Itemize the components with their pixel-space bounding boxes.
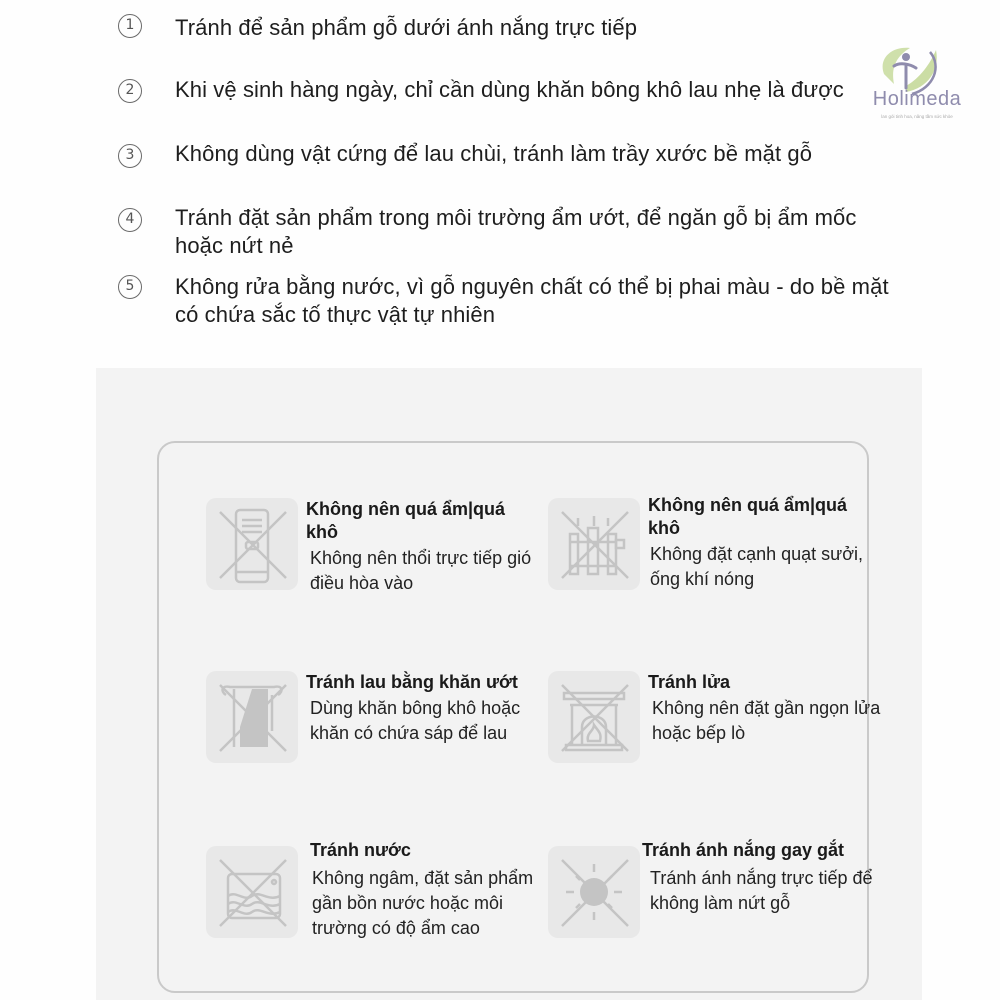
care-card-sun — [548, 840, 878, 956]
tip-text: Tránh đặt sản phẩm trong môi trường ẩm ướt, để ngăn gỗ bị ẩm mốc hoặc nứt nẻ — [175, 205, 857, 258]
card-description: Không nên đặt gần ngọn lửa hoặc bếp lò — [652, 698, 881, 743]
card-title: Không nên quá ẩm|quá khô — [648, 495, 848, 538]
logo-tagline: lan gỏi tinh hoa, nâng tầm sức khỏe — [881, 114, 953, 119]
card-description: Tránh ánh nắng trực tiếp để không làm nứt gỗ — [650, 868, 873, 913]
card-title: Tránh ánh nắng gay gắt — [642, 840, 845, 860]
tip-text: Khi vệ sinh hàng ngày, chỉ cần dùng khăn bông khô lau nhẹ là được — [175, 77, 844, 102]
tip-text: Không dùng vật cứng để lau chùi, tránh làm trầy xước bề mặt gỗ — [175, 141, 813, 166]
circled-number-2: 2 — [118, 79, 142, 103]
care-card-fireplace — [548, 671, 881, 781]
care-card-water — [206, 840, 536, 956]
fireplace-icon — [548, 671, 640, 763]
care-card-air-conditioner — [206, 498, 536, 608]
card-description: Không nên thổi trực tiếp gió điều hòa vào — [310, 548, 532, 593]
card-description: Dùng khăn bông khô hoặc khăn có chứa sáp để lau — [310, 698, 521, 743]
card-title: Không nên quá ẩm|quá khô — [306, 499, 506, 542]
card-description: Không ngâm, đặt sản phẩm gần bồn nước hoặc môi trường có độ ẩm cao — [312, 868, 534, 938]
tip-text: Tránh để sản phẩm gỗ dưới ánh nắng trực tiếp — [175, 15, 638, 40]
heater-icon — [548, 498, 640, 590]
circled-number-1: 1 — [118, 14, 142, 38]
care-card-heater — [548, 495, 878, 608]
card-title: Tránh lửa — [648, 672, 731, 692]
card-description: Không đặt cạnh quạt sưởi, ống khí nóng — [650, 544, 863, 589]
sun-icon — [548, 846, 640, 938]
circled-number-3: 3 — [118, 144, 142, 168]
logo-brand-text: Holimeda — [872, 88, 962, 110]
wet-towel-icon — [206, 671, 298, 763]
card-title: Tránh nước — [310, 840, 411, 860]
circled-number-4: 4 — [118, 208, 142, 232]
card-title: Tránh lau bằng khăn ướt — [306, 672, 518, 692]
holimeda-logo — [862, 44, 982, 134]
care-card-wet-towel — [206, 671, 536, 781]
air-conditioner-icon — [206, 498, 298, 590]
care-guide-panel — [96, 368, 922, 1000]
circled-number-5: 5 — [118, 275, 142, 299]
water-icon — [206, 846, 298, 938]
tip-text: Không rửa bằng nước, vì gỗ nguyên chất có thể bị phai màu - do bề mặt có chứa sắc tố thực vật tự nhiên — [175, 274, 889, 327]
